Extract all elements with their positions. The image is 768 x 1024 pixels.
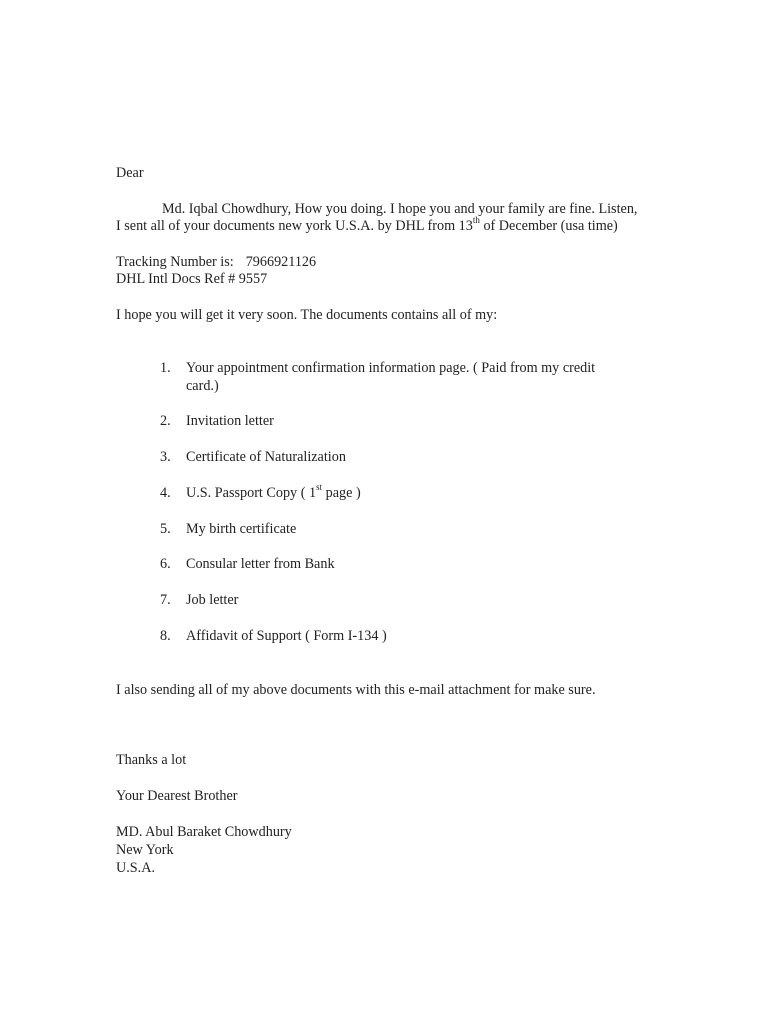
dhl-reference: DHL Intl Docs Ref # 9557: [116, 271, 268, 287]
list-text: My birth certificate: [186, 521, 297, 537]
sign-off: Your Dearest Brother: [116, 788, 238, 804]
paragraph-1-line-2-text-end: of December (usa time): [479, 218, 618, 234]
list-number: 5.: [160, 521, 171, 537]
signature-country: U.S.A.: [116, 860, 156, 876]
signature-city: New York: [116, 842, 174, 858]
list-number: 8.: [160, 628, 171, 644]
list-number: 6.: [160, 556, 171, 572]
paragraph-1-line-1: Md. Iqbal Chowdhury, How you doing. I hope you and your family are fine. Listen,: [162, 201, 638, 217]
list-number: 7.: [160, 592, 171, 608]
list-text: Affidavit of Support ( Form I-134 ): [186, 628, 387, 644]
paragraph-1-line-2: [116, 215, 618, 235]
date-ordinal-suffix: th: [472, 215, 480, 226]
list-number: 3.: [160, 449, 171, 465]
tracking-label: Tracking Number is:: [116, 254, 234, 270]
list-text: [186, 482, 361, 502]
list-text: Certificate of Naturalization: [186, 449, 346, 465]
list-text-part: U.S. Passport Copy ( 1: [186, 485, 317, 501]
list-text: Job letter: [186, 592, 239, 608]
salutation: Dear: [116, 165, 144, 181]
list-text: Your appointment confirmation information page. ( Paid from my credit: [186, 360, 596, 376]
page-ordinal-suffix: st: [316, 482, 323, 493]
tracking-number: 7966921126: [245, 254, 317, 270]
list-text: card.): [186, 378, 219, 394]
list-text: Invitation letter: [186, 413, 274, 429]
list-text-part: page ): [322, 485, 361, 501]
thanks-line: Thanks a lot: [116, 752, 187, 768]
tracking-line: [116, 254, 316, 271]
list-text: Consular letter from Bank: [186, 556, 335, 572]
list-number: 1.: [160, 360, 171, 376]
closing-note: I also sending all of my above documents with this e-mail attachment for make sure.: [116, 682, 596, 698]
intro-text: I hope you will get it very soon. The documents contains all of my:: [116, 307, 498, 323]
paragraph-1-line-2-text: I sent all of your documents new york U.S.A. by DHL from 13: [116, 218, 473, 234]
list-number: 4.: [160, 485, 171, 501]
signature-name: MD. Abul Baraket Chowdhury: [116, 824, 292, 840]
list-number: 2.: [160, 413, 171, 429]
